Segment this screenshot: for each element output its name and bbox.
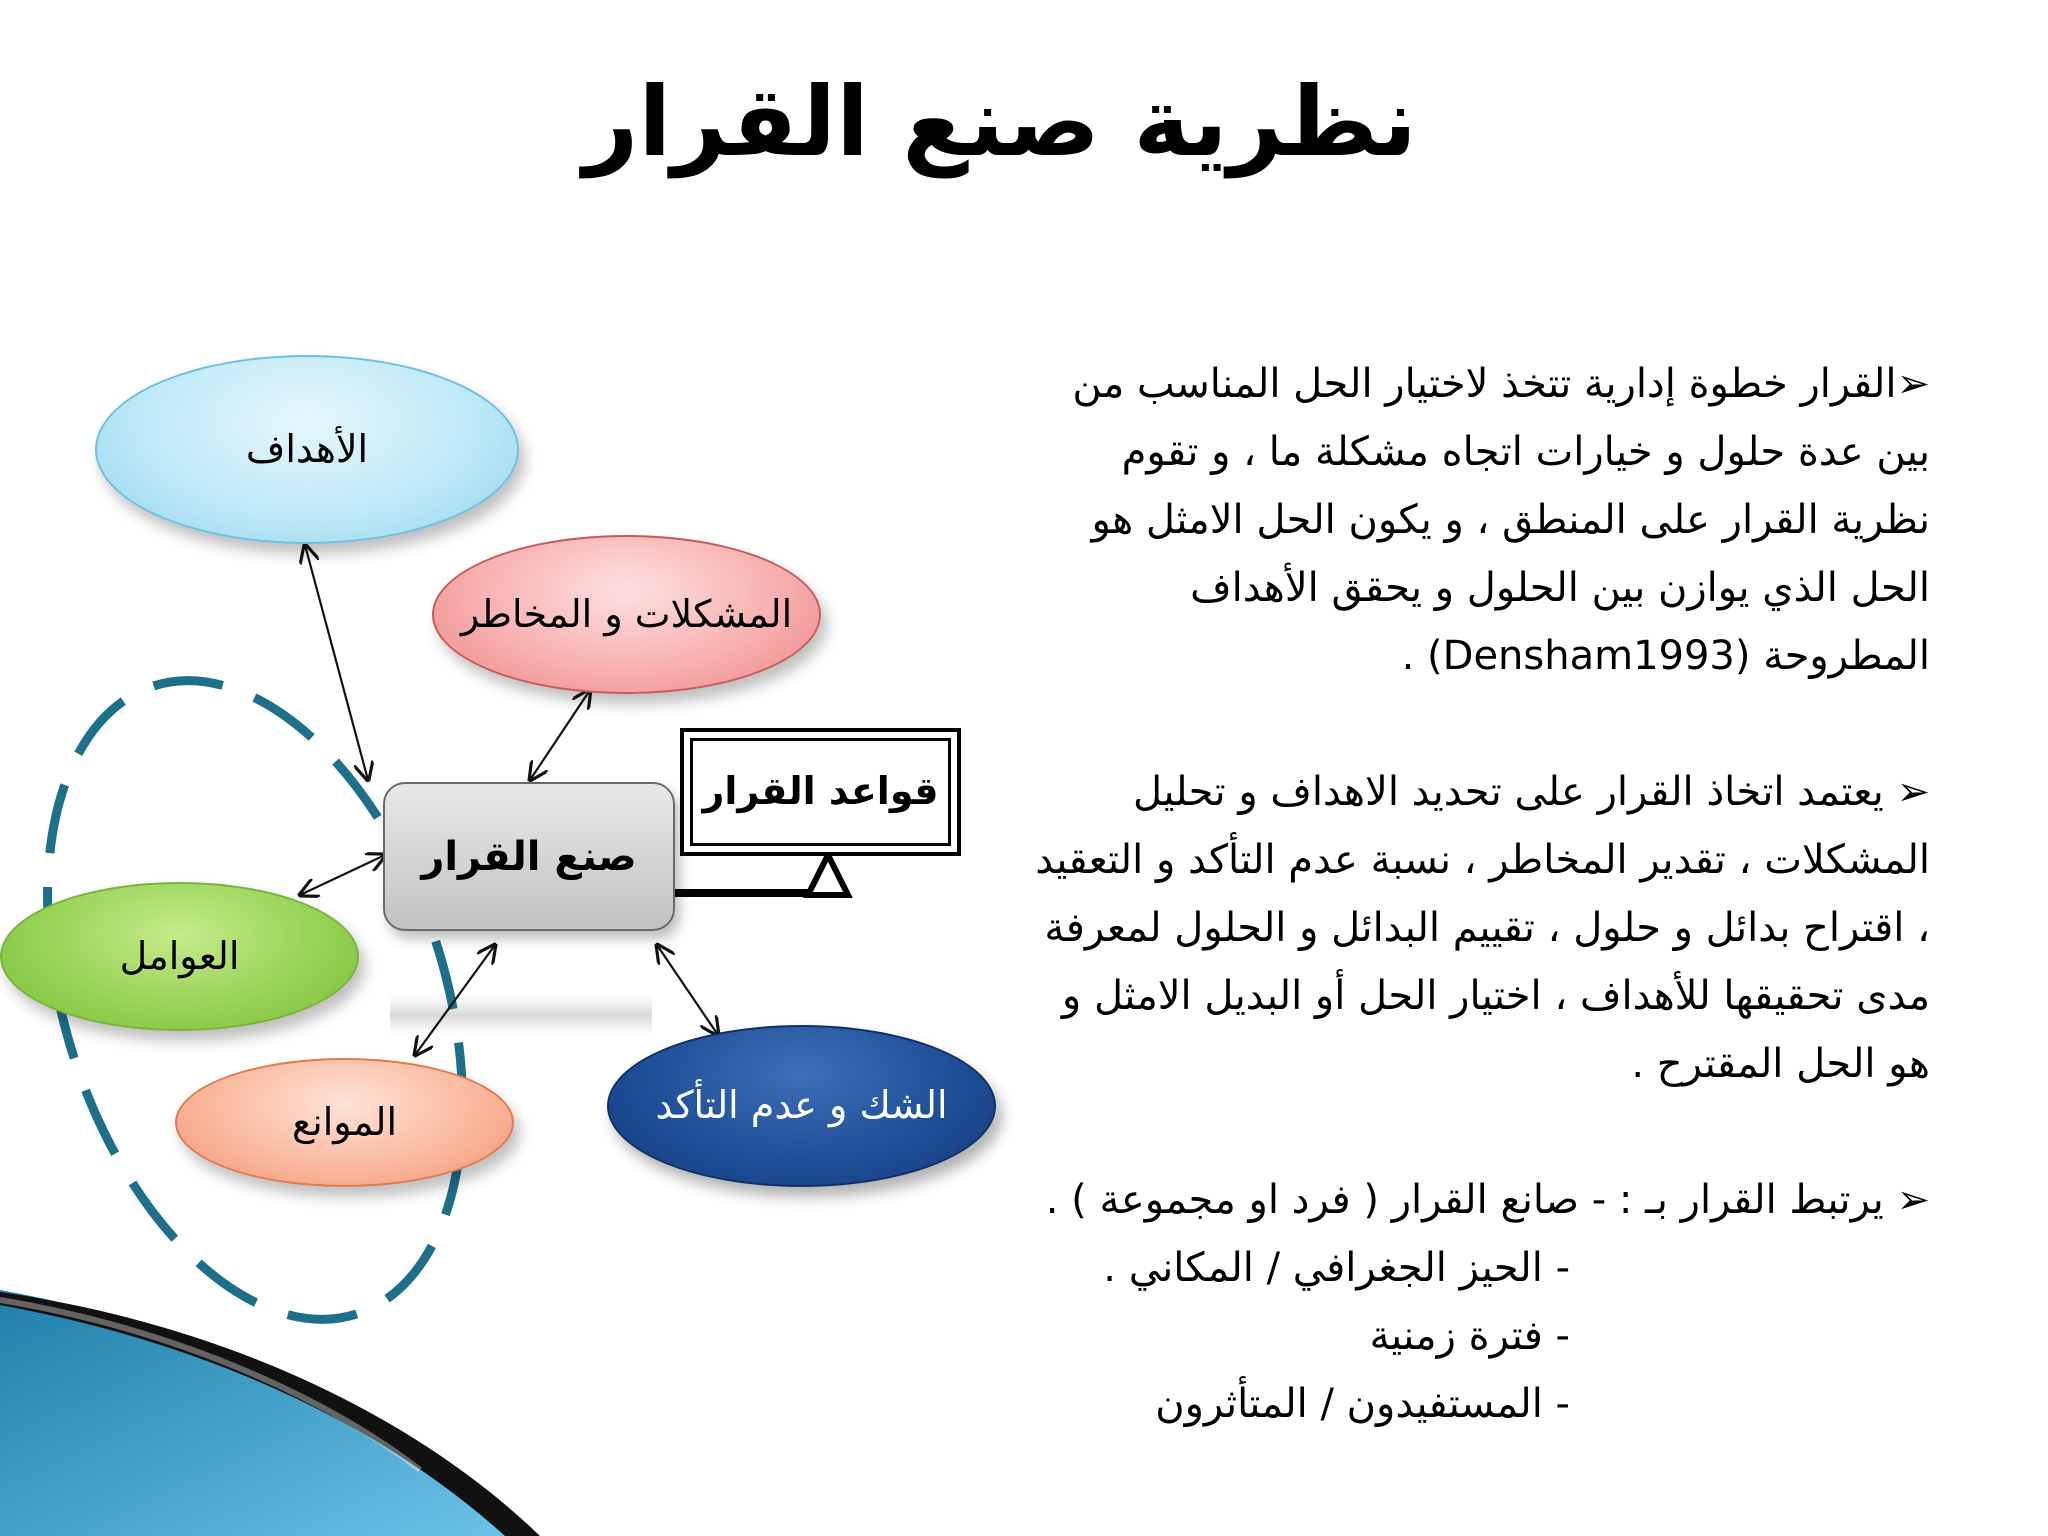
- paragraph-definition: ➢القرار خطوة إدارية تتخذ لاختيار الحل المناسب من بين عدة حلول و خيارات اتجاه مشكلة ما ، و تقوم نظرية القرار على المنطق ، و يكون الحل الامثل هو الحل الذي يوازن بين الحلول و يحقق الأهداف المطروحة (Densham1993) .: [1072, 361, 1930, 679]
- slide-title: نظرية صنع القرار: [583, 66, 1417, 178]
- background-swoosh: [0, 1290, 520, 1536]
- arrow-rules-center: [673, 862, 828, 893]
- slide-body-text: [1015, 350, 1930, 1438]
- list-item: - الحيز الجغرافي / المكاني .: [1103, 1245, 1570, 1291]
- arrow-factors-center: [300, 855, 385, 895]
- arrow-problems-center: [530, 690, 590, 780]
- arrow-doubt-center: [657, 945, 718, 1035]
- node-factors: العوامل: [0, 882, 359, 1031]
- paragraph-process: ➢ يعتمد اتخاذ القرار على تحديد الاهداف و تحليل المشكلات ، تقدير المخاطر ، نسبة عدم التأكد و التعقيد ، اقتراح بدائل و حلول ، تقييم البدائل و الحلول لمعرفة مدى تحقيقها للأهداف ، اختيار الحل أو البديل الامثل و هو الحل المقترح .: [1035, 769, 1930, 1087]
- list-item: - فترة زمنية: [1369, 1313, 1570, 1359]
- node-decision-rules: قواعد القرار: [690, 738, 951, 846]
- paragraph-relations: ➢ يرتبط القرار بـ : - صانع القرار ( فرد او مجموعة ) .: [1045, 1177, 1930, 1223]
- node-goals: الأهداف: [95, 355, 519, 544]
- list-item: - المستفيدون / المتأثرون: [1155, 1381, 1570, 1427]
- node-doubt-uncertainty: الشك و عدم التأكد: [607, 1025, 996, 1187]
- arrow-goals-center: [305, 545, 368, 780]
- node-problems-risks: المشكلات و المخاطر: [432, 535, 821, 694]
- node-barriers: الموانع: [175, 1058, 514, 1187]
- node-decision-making: صنع القرار: [383, 782, 675, 931]
